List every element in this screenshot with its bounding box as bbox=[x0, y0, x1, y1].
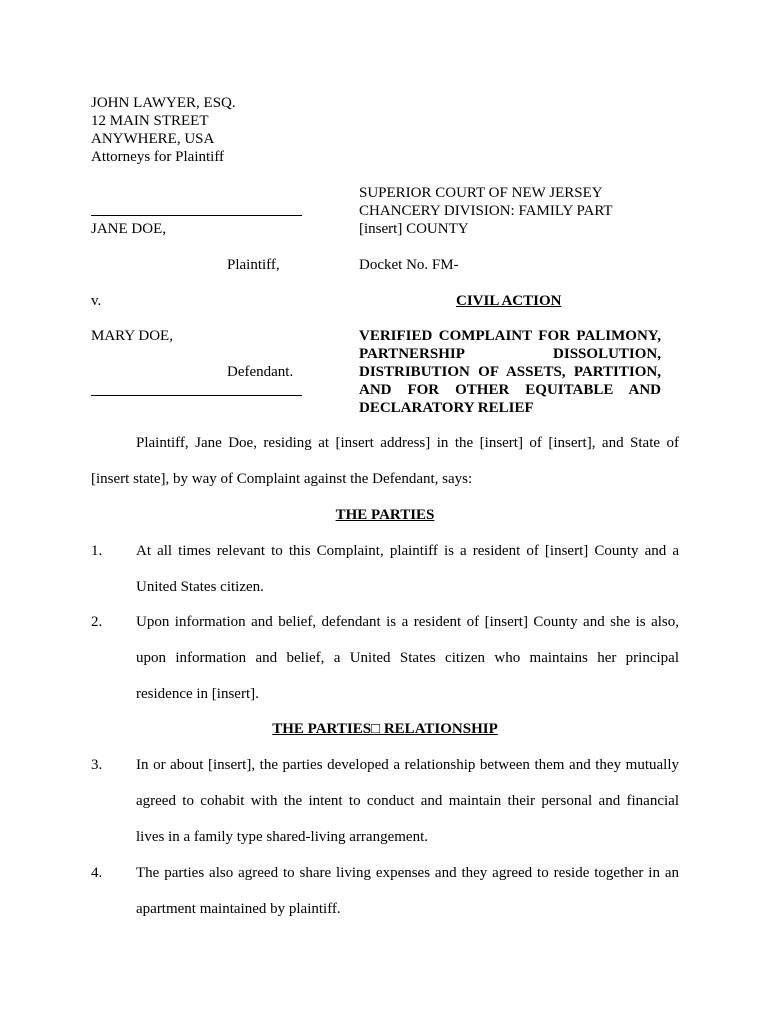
court-name: SUPERIOR COURT OF NEW JERSEY bbox=[359, 185, 603, 201]
paragraph-line: The parties also agreed to share living expenses and they agreed to reside together in an bbox=[136, 865, 679, 881]
caption-bottom-rule bbox=[91, 395, 302, 396]
versus-label: v. bbox=[91, 293, 102, 309]
complaint-title-line: VERIFIED COMPLAINT FOR PALIMONY, bbox=[359, 328, 661, 344]
section-heading-relationship: THE PARTIES□ RELATIONSHIP bbox=[272, 721, 498, 737]
paragraph-number: 1. bbox=[91, 543, 103, 559]
attorney-name: JOHN LAWYER, ESQ. bbox=[91, 95, 236, 111]
numbered-paragraph bbox=[136, 756, 679, 864]
section-heading-parties: THE PARTIES bbox=[335, 507, 435, 523]
paragraph-line: lives in a family type shared-living arrangement. bbox=[136, 829, 428, 845]
complaint-title-line bbox=[359, 345, 661, 363]
attorney-city: ANYWHERE, USA bbox=[91, 131, 215, 147]
paragraph-number: 4. bbox=[91, 865, 103, 881]
paragraph-line: Upon information and belief, defendant is a resident of [insert] County and she is also, bbox=[136, 614, 679, 630]
numbered-paragraph bbox=[136, 542, 679, 614]
paragraph-line: residence in [insert]. bbox=[136, 686, 259, 702]
docket-number: Docket No. FM- bbox=[359, 257, 459, 273]
numbered-paragraph bbox=[136, 613, 679, 721]
complaint-title-word: DISSOLUTION, bbox=[553, 346, 661, 362]
paragraph-line: United States citizen. bbox=[136, 579, 264, 595]
defendant-name: MARY DOE, bbox=[91, 328, 173, 344]
attorney-street: 12 MAIN STREET bbox=[91, 113, 209, 129]
paragraph-line: agreed to cohabit with the intent to conduct and maintain their personal and financial bbox=[136, 793, 679, 809]
caption-top-rule bbox=[91, 215, 302, 216]
intro-line: Plaintiff, Jane Doe, residing at [insert address] in the [insert] of [insert], and State of bbox=[136, 435, 679, 451]
paragraph-line: In or about [insert], the parties developed a relationship between them and they mutually bbox=[136, 757, 679, 773]
court-division: CHANCERY DIVISION: FAMILY PART bbox=[359, 203, 613, 219]
civil-action-label: CIVIL ACTION bbox=[456, 293, 562, 309]
attorney-role: Attorneys for Plaintiff bbox=[91, 149, 225, 165]
paragraph-number: 2. bbox=[91, 614, 103, 630]
complaint-title-line: DECLARATORY RELIEF bbox=[359, 400, 534, 416]
complaint-title-word: PARTNERSHIP bbox=[359, 346, 465, 362]
plaintiff-name: JANE DOE, bbox=[91, 221, 166, 237]
plaintiff-role: Plaintiff, bbox=[227, 257, 280, 273]
defendant-role: Defendant. bbox=[227, 364, 294, 380]
complaint-title-line: DISTRIBUTION OF ASSETS, PARTITION, bbox=[359, 364, 661, 380]
numbered-paragraph bbox=[136, 864, 679, 936]
complaint-title bbox=[359, 327, 661, 417]
paragraph-line: At all times relevant to this Complaint, plaintiff is a resident of [insert] County and a bbox=[136, 543, 679, 559]
paragraph-line: apartment maintained by plaintiff. bbox=[136, 901, 341, 917]
paragraph-number: 3. bbox=[91, 757, 103, 773]
paragraph-line: upon information and belief, a United States citizen who maintains her principal bbox=[136, 650, 679, 666]
court-county: [insert] COUNTY bbox=[359, 221, 469, 237]
complaint-title-line: AND FOR OTHER EQUITABLE AND bbox=[359, 382, 661, 398]
intro-line: [insert state], by way of Complaint against the Defendant, says: bbox=[91, 471, 473, 487]
